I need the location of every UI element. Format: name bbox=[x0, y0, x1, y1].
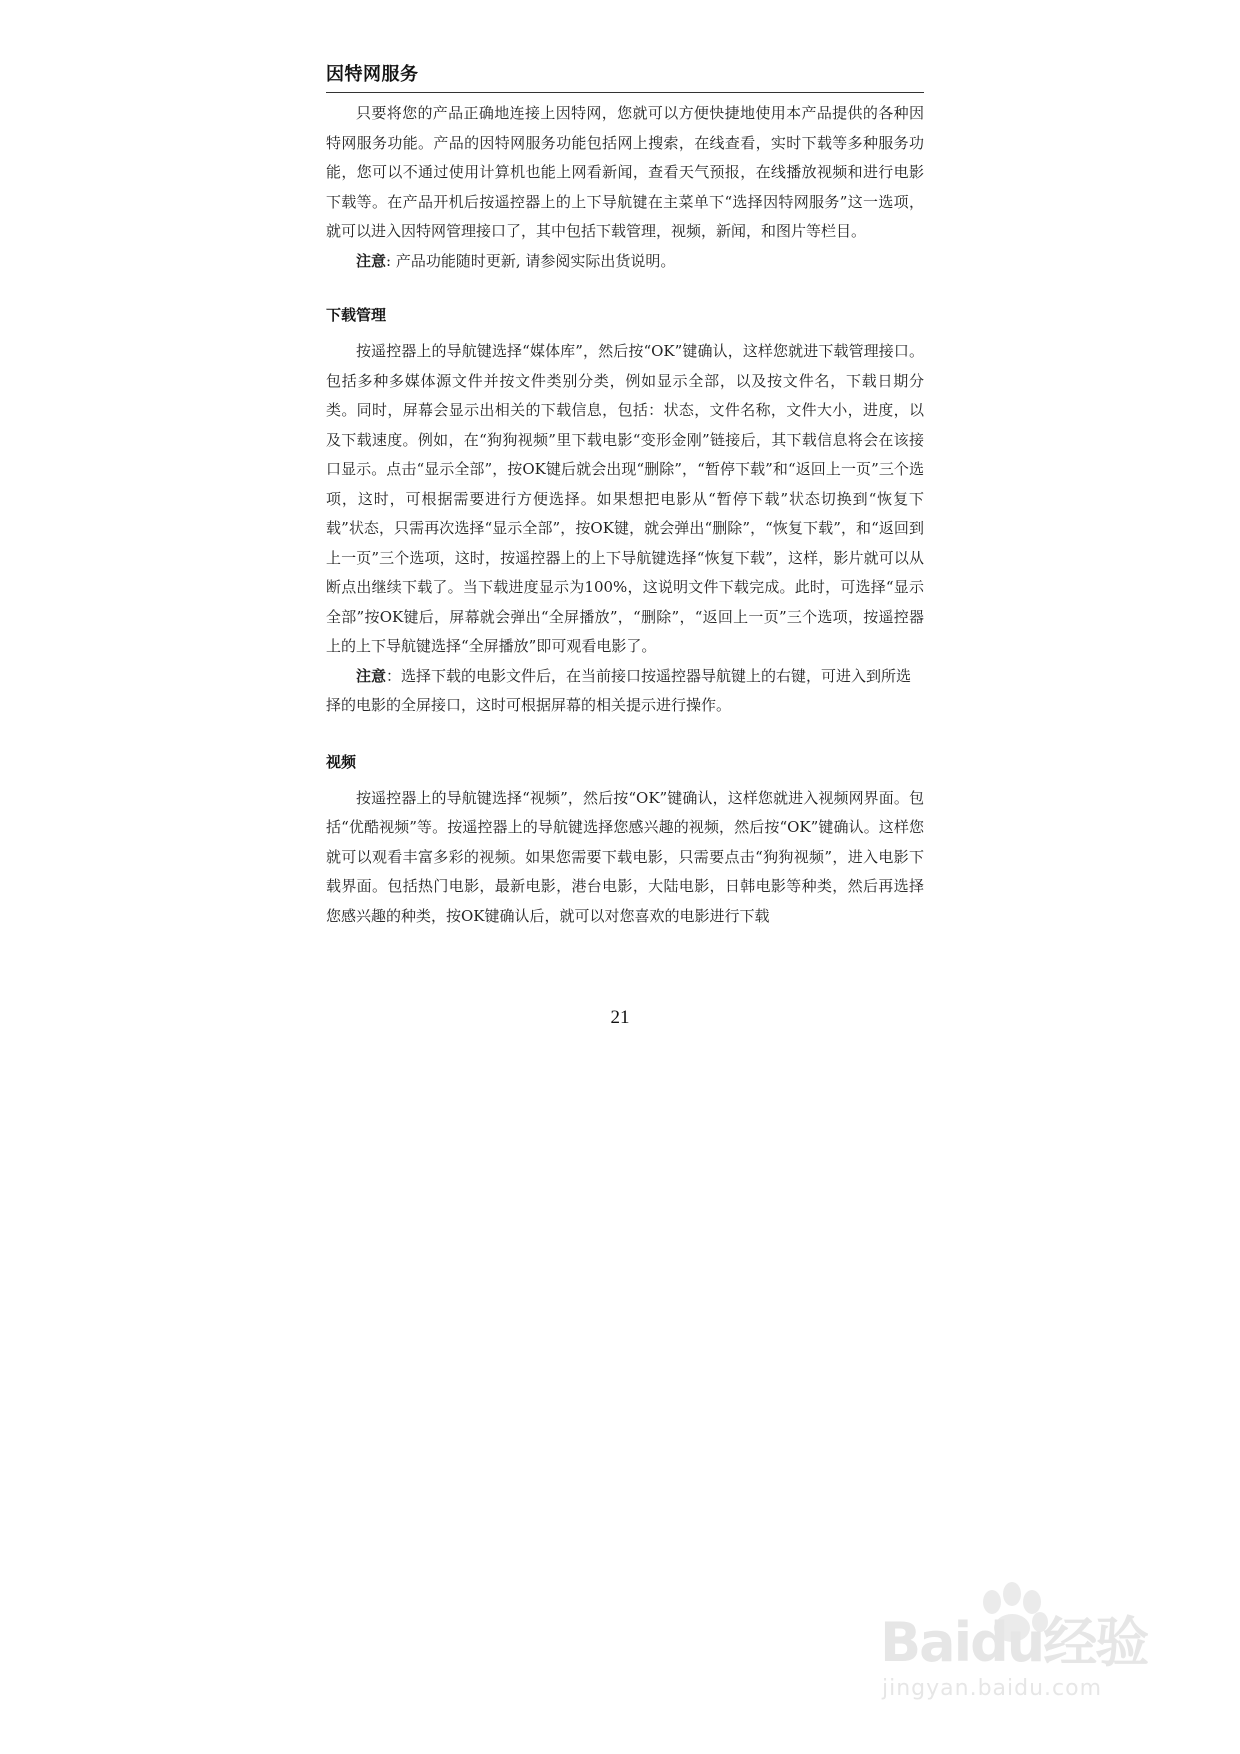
baidu-watermark bbox=[880, 1580, 1180, 1710]
watermark-url: jingyan.baidu.com bbox=[882, 1676, 1103, 1701]
page-header-title: 因特网服务 bbox=[326, 60, 924, 93]
intro-paragraph: 只要将您的产品正确地连接上因特网，您就可以方便快捷地使用本产品提供的各种因特网服务功能。产品的因特网服务功能包括网上搜索，在线查看，实时下载等多种服务功能，您可以不通过使用计算机也能上网看新闻，查看天气预报，在线播放视频和进行电影下载等。在产品开机后按遥控器上的上下导航键在主菜单下“选择因特网服务”这一选项，就可以进入因特网管理接口了，其中包括下载管理，视频，新闻，和图片等栏目。 bbox=[326, 104, 924, 240]
note-label: 注意 bbox=[356, 251, 387, 270]
download-paragraph: 按遥控器上的导航键选择“媒体库”，然后按“OK”键确认，这样您就进下载管理接口。包括多种多媒体源文件并按文件类别分类，例如显示全部，以及按文件名，下载日期分类。同时，屏幕会显示出相关的下载信息，包括：状态，文件名称，文件大小，进度，以及下载速度。例如，在“狗狗视频”里下载电影“变形金刚”链接后，其下载信息将会在该接口显示。点击“显示全部”，按OK键后就会出现“删除”，“暂停下载”和“返回上一页”三个选项，这时，可根据需要进行方便选择。如果想把电影从“暂停下载”状态切换到“恢复下载”状态，只需再次选择“显示全部”，按OK键，就会弹出“删除”，“恢复下载”，和“返回到上一页”三个选项，这时，按遥控器上的上下导航键选择“恢复下载”，这样，影片就可以从断点出继续下载了。当下载进度显示为100%，这说明文件下载完成。此时，可选择“显示全部”按OK键后，屏幕就会弹出“全屏播放”，“删除”，“返回上一页”三个选项，按遥控器上的上下导航键选择“全屏播放”即可观看电影了。 bbox=[326, 342, 924, 655]
note-label: 注意 bbox=[356, 666, 387, 685]
download-note bbox=[326, 662, 924, 721]
note-text: ：选择下载的电影文件后，在当前接口按遥控器导航键上的右键，可进入到所选择的电影的全屏接口，这时可根据屏幕的相关提示进行操作。 bbox=[326, 666, 912, 714]
document-page bbox=[326, 60, 924, 931]
note-text: : 产品功能随时更新, 请参阅实际出货说明。 bbox=[386, 251, 676, 270]
video-paragraph: 按遥控器上的导航键选择“视频”，然后按“OK”键确认，这样您就进入视频网界面。包括“优酷视频”等。按遥控器上的导航键选择您感兴趣的视频，然后按“OK”键确认。这样您就可以观看丰富多彩的视频。如果您需要下载电影，只需要点击“狗狗视频”，进入电影下载界面。包括热门电影，最新电影，港台电影，大陆电影，日韩电影等种类，然后再选择您感兴趣的种类，按OK键确认后，就可以对您喜欢的电影进行下载 bbox=[326, 788, 924, 925]
intro-note bbox=[326, 247, 924, 277]
page-number: 21 bbox=[610, 1007, 630, 1028]
watermark-brand: Baidu经验 bbox=[880, 1611, 1148, 1674]
section-title-video: 视频 bbox=[326, 752, 357, 771]
section-title-download: 下载管理 bbox=[326, 306, 387, 324]
